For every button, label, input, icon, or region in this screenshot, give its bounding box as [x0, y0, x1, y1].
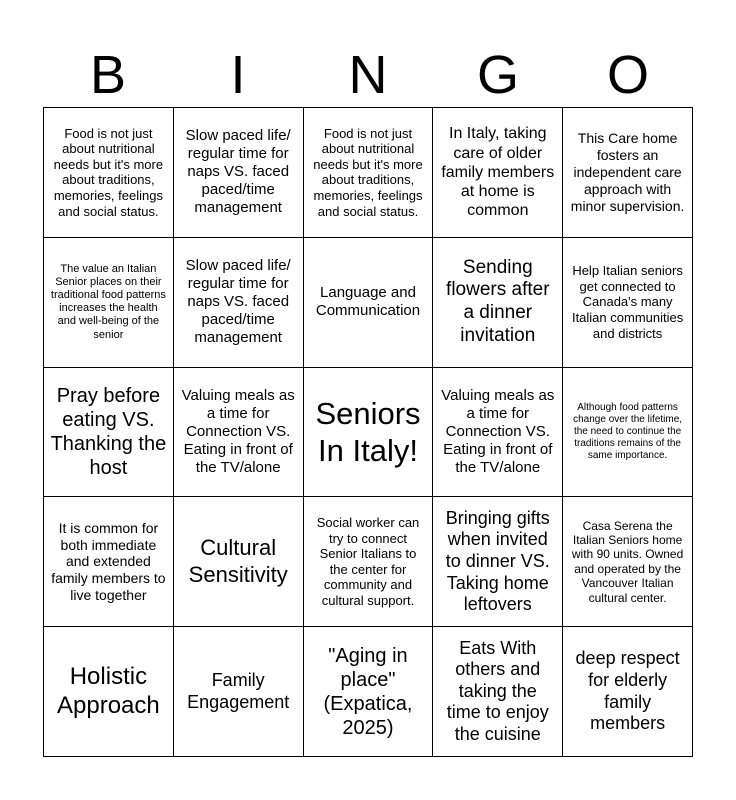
free-space-text: Seniors In Italy!: [315, 395, 421, 468]
bingo-cell-r3c4[interactable]: [433, 368, 563, 498]
header-letter-g: G: [476, 45, 519, 105]
bingo-cell-r4c2[interactable]: [174, 497, 304, 627]
bingo-card: [43, 107, 693, 757]
bingo-cell-r4c1[interactable]: [44, 497, 174, 627]
cell-text: It is common for both immediate and extended family members to live together: [51, 519, 166, 603]
bingo-cell-r5c5[interactable]: [563, 627, 693, 757]
cell-text: Valuing meals as a time for Connection VS. Eating in front of the TV/alone: [441, 386, 555, 476]
cell-text: Language and Communication: [315, 284, 421, 320]
header-letter-o: O: [606, 45, 649, 105]
cell-text: "Aging in place" (Expatica, 2025): [323, 644, 413, 739]
cell-text: Bringing gifts when invited to dinner VS. Taking home leftovers: [445, 507, 550, 615]
bingo-cell-r5c3[interactable]: [304, 627, 434, 757]
bingo-cell-r1c4[interactable]: [433, 108, 563, 238]
cell-text: Eats With others and taking the time to enjoy the cuisine: [446, 637, 549, 744]
bingo-cell-r1c3[interactable]: [304, 108, 434, 238]
cell-text: Sending flowers after a dinner invitation: [446, 256, 550, 346]
bingo-cell-r1c1[interactable]: [44, 108, 174, 238]
bingo-cell-r2c2[interactable]: [174, 238, 304, 368]
cell-text: Cultural Sensitivity: [188, 535, 288, 587]
header-letter-i: I: [230, 45, 246, 105]
bingo-cell-r2c3[interactable]: [304, 238, 434, 368]
bingo-cell-r5c1[interactable]: [44, 627, 174, 757]
cell-text: In Italy, taking care of older family members at home is common: [441, 125, 555, 220]
bingo-header: [43, 42, 693, 108]
cell-text: Slow paced life/ regular time for naps VS. faced paced/time management: [185, 127, 291, 217]
bingo-cell-r1c5[interactable]: [563, 108, 693, 238]
bingo-cell-r3c2[interactable]: [174, 368, 304, 498]
cell-text: Social worker can try to connect Senior Italians to the center for community and cultural support.: [316, 515, 420, 608]
bingo-cell-r5c2[interactable]: [174, 627, 304, 757]
cell-text: deep respect for elderly family members: [575, 648, 680, 734]
bingo-cell-r2c5[interactable]: [563, 238, 693, 368]
bingo-cell-r5c4[interactable]: [433, 627, 563, 757]
bingo-free-space[interactable]: [304, 368, 434, 498]
header-letter-n: N: [348, 45, 388, 105]
cell-text: This Care home fosters an independent care approach with minor supervision.: [570, 130, 685, 214]
bingo-cell-r4c4[interactable]: [433, 497, 563, 627]
cell-text: Family Engagement: [187, 670, 290, 712]
bingo-cell-r3c5[interactable]: [563, 368, 693, 498]
cell-text: Food is not just about nutritional needs but it's more about traditions, memories, feelings and social status.: [53, 125, 164, 219]
cell-text: Although food patterns change over the lifetime, the need to continue the traditions remains of the same importance.: [573, 401, 683, 461]
bingo-cell-r3c1[interactable]: [44, 368, 174, 498]
cell-text: Casa Serena the Italian Seniors home with 90 units. Owned and operated by the Vancouver Italian cultural center.: [571, 518, 684, 605]
cell-text: Valuing meals as a time for Connection VS. Eating in front of the TV/alone: [181, 386, 295, 476]
header-letter-b: B: [89, 45, 127, 105]
bingo-cell-r1c2[interactable]: [174, 108, 304, 238]
cell-text: Slow paced life/ regular time for naps VS. faced paced/time management: [185, 257, 291, 347]
cell-text: Pray before eating VS. Thanking the host: [50, 384, 167, 479]
bingo-cell-r4c3[interactable]: [304, 497, 434, 627]
cell-text: The value an Italian Senior places on their traditional food patterns increases the health and well-being of the senior: [50, 262, 166, 341]
bingo-cell-r2c4[interactable]: [433, 238, 563, 368]
cell-text: Help Italian seniors get connected to Canada's many Italian communities and districts: [571, 263, 684, 341]
cell-text: Food is not just about nutritional needs but it's more about traditions, memories, feelings and social status.: [313, 125, 423, 219]
bingo-cell-r2c1[interactable]: [44, 238, 174, 368]
bingo-cell-r4c5[interactable]: [563, 497, 693, 627]
cell-text: Holistic Approach: [57, 662, 160, 719]
